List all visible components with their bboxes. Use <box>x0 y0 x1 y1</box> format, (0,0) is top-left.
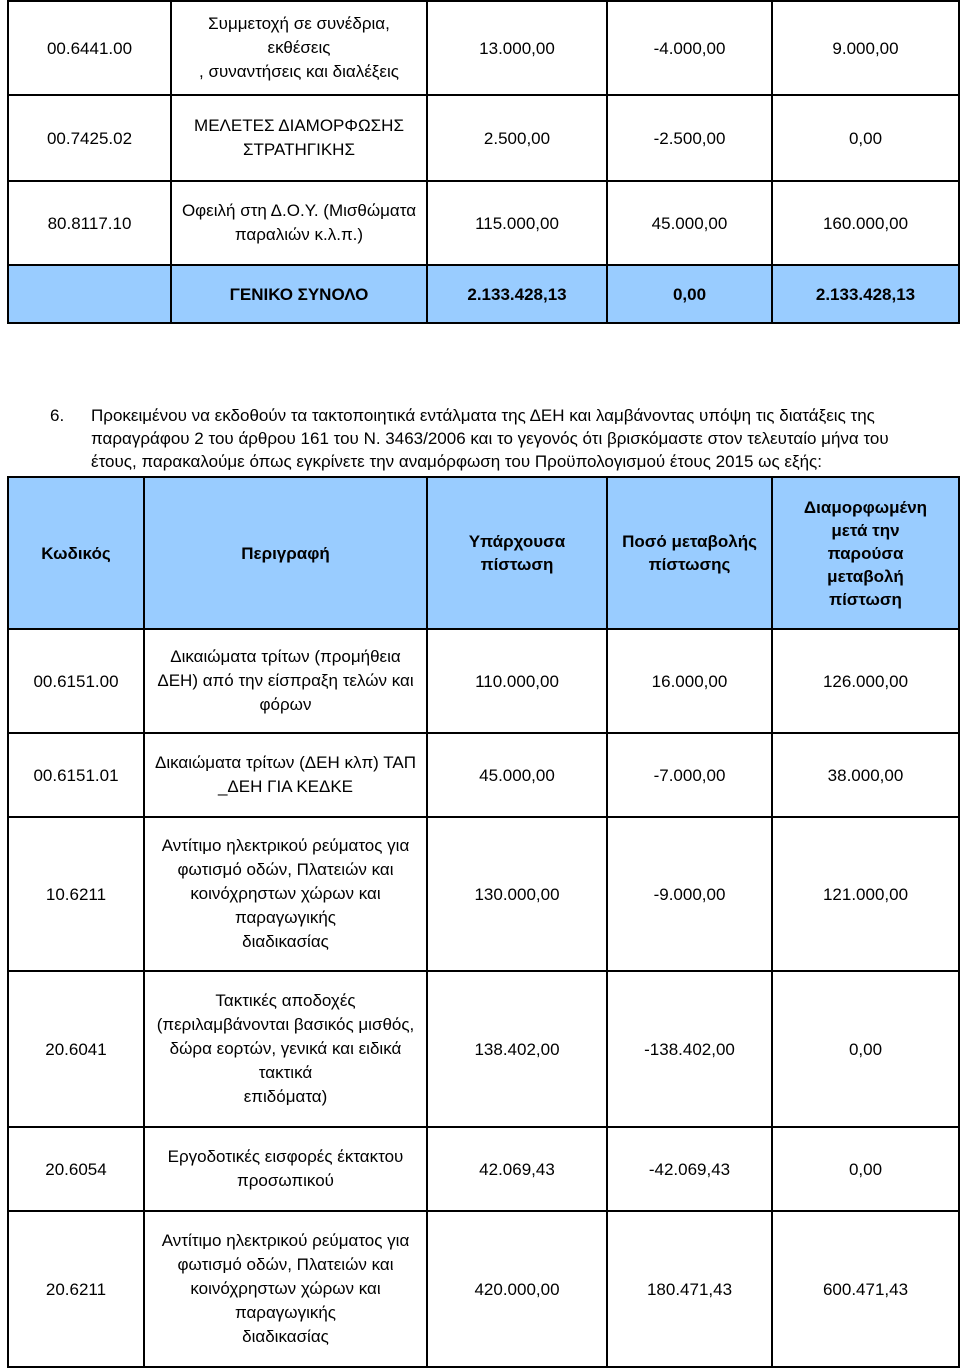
paragraph-line: έτους, παρακαλούμε όπως εγκρίνετε την αναμόρφωση του Προϋπολογισμού έτους 2015 ως εξής: <box>91 452 822 471</box>
code-cell: 20.6041 <box>8 971 144 1127</box>
top-budget-table <box>7 0 960 324</box>
code-cell: 00.7425.02 <box>8 95 171 181</box>
existing-amount-cell: 420.000,00 <box>427 1211 607 1367</box>
code-cell: 00.6151.00 <box>8 629 144 733</box>
grand-total-row <box>8 265 959 323</box>
description-cell: Δικαιώματα τρίτων (προμήθεια ΔΕΗ) από την είσπραξη τελών και φόρων <box>144 629 427 733</box>
code-cell: 00.6151.01 <box>8 733 144 817</box>
header-description: Περιγραφή <box>144 477 427 629</box>
change-amount-cell: -2.500,00 <box>607 95 772 181</box>
existing-amount-cell: 138.402,00 <box>427 971 607 1127</box>
paragraph-line: Προκειμένου να εκδοθούν τα τακτοποιητικά εντάλματα της ΔΕΗ και λαμβάνοντας υπόψη τις διατάξεις της <box>91 406 875 425</box>
existing-amount-cell: 130.000,00 <box>427 817 607 971</box>
change-amount-cell: 45.000,00 <box>607 181 772 265</box>
paragraph-line: παραγράφου 2 του άρθρου 161 του Ν. 3463/2006 και το γεγονός ότι βρισκόμαστε στον τελευταίο μήνα του <box>91 429 889 448</box>
change-amount-cell: 16.000,00 <box>607 629 772 733</box>
code-cell: 00.6441.00 <box>8 1 171 95</box>
final-amount-cell: 0,00 <box>772 95 959 181</box>
header-final: Διαμορφωμένη μετά την παρούσα μεταβολή πίστωση <box>772 477 959 629</box>
final-amount-cell: 9.000,00 <box>772 1 959 95</box>
final-amount-cell: 600.471,43 <box>772 1211 959 1367</box>
code-cell: 10.6211 <box>8 817 144 971</box>
grand-total-label: ΓΕΝΙΚΟ ΣΥΝΟΛΟ <box>171 265 427 323</box>
budget-revision-table <box>7 476 960 1368</box>
existing-amount-cell: 45.000,00 <box>427 733 607 817</box>
existing-amount-cell: 42.069,43 <box>427 1127 607 1211</box>
table-header-row <box>8 477 959 629</box>
table-row <box>8 1211 959 1367</box>
final-amount-cell: 160.000,00 <box>772 181 959 265</box>
description-cell: Αντίτιμο ηλεκτρικού ρεύματος για φωτισμό οδών, Πλατειών και κοινόχρηστων χώρων και παραγωγικής διαδικασίας <box>144 817 427 971</box>
change-amount-cell: -4.000,00 <box>607 1 772 95</box>
description-cell: Εργοδοτικές εισφορές έκτακτου προσωπικού <box>144 1127 427 1211</box>
grand-total-existing: 2.133.428,13 <box>427 265 607 323</box>
table-row <box>8 629 959 733</box>
final-amount-cell: 0,00 <box>772 1127 959 1211</box>
code-cell: 20.6211 <box>8 1211 144 1367</box>
empty-cell <box>8 265 171 323</box>
grand-total-final: 2.133.428,13 <box>772 265 959 323</box>
description-cell: Δικαιώματα τρίτων (ΔΕΗ κλπ) ΤΑΠ _ΔΕΗ ΓΙΑ ΚΕΔΚΕ <box>144 733 427 817</box>
table-row <box>8 95 959 181</box>
table-row <box>8 1 959 95</box>
change-amount-cell: -9.000,00 <box>607 817 772 971</box>
existing-amount-cell: 13.000,00 <box>427 1 607 95</box>
header-existing: Υπάρχουσα πίστωση <box>427 477 607 629</box>
change-amount-cell: -42.069,43 <box>607 1127 772 1211</box>
change-amount-cell: -7.000,00 <box>607 733 772 817</box>
description-cell: Οφειλή στη Δ.Ο.Υ. (Μισθώματα παραλιών κ.λ.π.) <box>171 181 427 265</box>
change-amount-cell: -138.402,00 <box>607 971 772 1127</box>
table-row <box>8 1127 959 1211</box>
code-cell: 80.8117.10 <box>8 181 171 265</box>
table-row <box>8 971 959 1127</box>
table-row <box>8 817 959 971</box>
header-code: Κωδικός <box>8 477 144 629</box>
final-amount-cell: 0,00 <box>772 971 959 1127</box>
existing-amount-cell: 2.500,00 <box>427 95 607 181</box>
description-cell: ΜΕΛΕΤΕΣ ΔΙΑΜΟΡΦΩΣΗΣ ΣΤΡΑΤΗΓΙΚΗΣ <box>171 95 427 181</box>
table-row <box>8 181 959 265</box>
grand-total-change: 0,00 <box>607 265 772 323</box>
table-row <box>8 733 959 817</box>
code-cell: 20.6054 <box>8 1127 144 1211</box>
description-cell: Συμμετοχή σε συνέδρια, εκθέσεις , συναντήσεις και διαλέξεις <box>171 1 427 95</box>
final-amount-cell: 121.000,00 <box>772 817 959 971</box>
description-cell: Τακτικές αποδοχές (περιλαμβάνονται βασικός μισθός, δώρα εορτών, γενικά και ειδικά τακτικά επιδόματα) <box>144 971 427 1127</box>
change-amount-cell: 180.471,43 <box>607 1211 772 1367</box>
description-cell: Αντίτιμο ηλεκτρικού ρεύματος για φωτισμό οδών, Πλατειών και κοινόχρηστων χώρων και παραγωγικής διαδικασίας <box>144 1211 427 1367</box>
existing-amount-cell: 110.000,00 <box>427 629 607 733</box>
final-amount-cell: 38.000,00 <box>772 733 959 817</box>
existing-amount-cell: 115.000,00 <box>427 181 607 265</box>
paragraph-number: 6. <box>50 406 65 425</box>
final-amount-cell: 126.000,00 <box>772 629 959 733</box>
paragraph-6 <box>50 404 937 473</box>
header-change: Ποσό μεταβολής πίστωσης <box>607 477 772 629</box>
